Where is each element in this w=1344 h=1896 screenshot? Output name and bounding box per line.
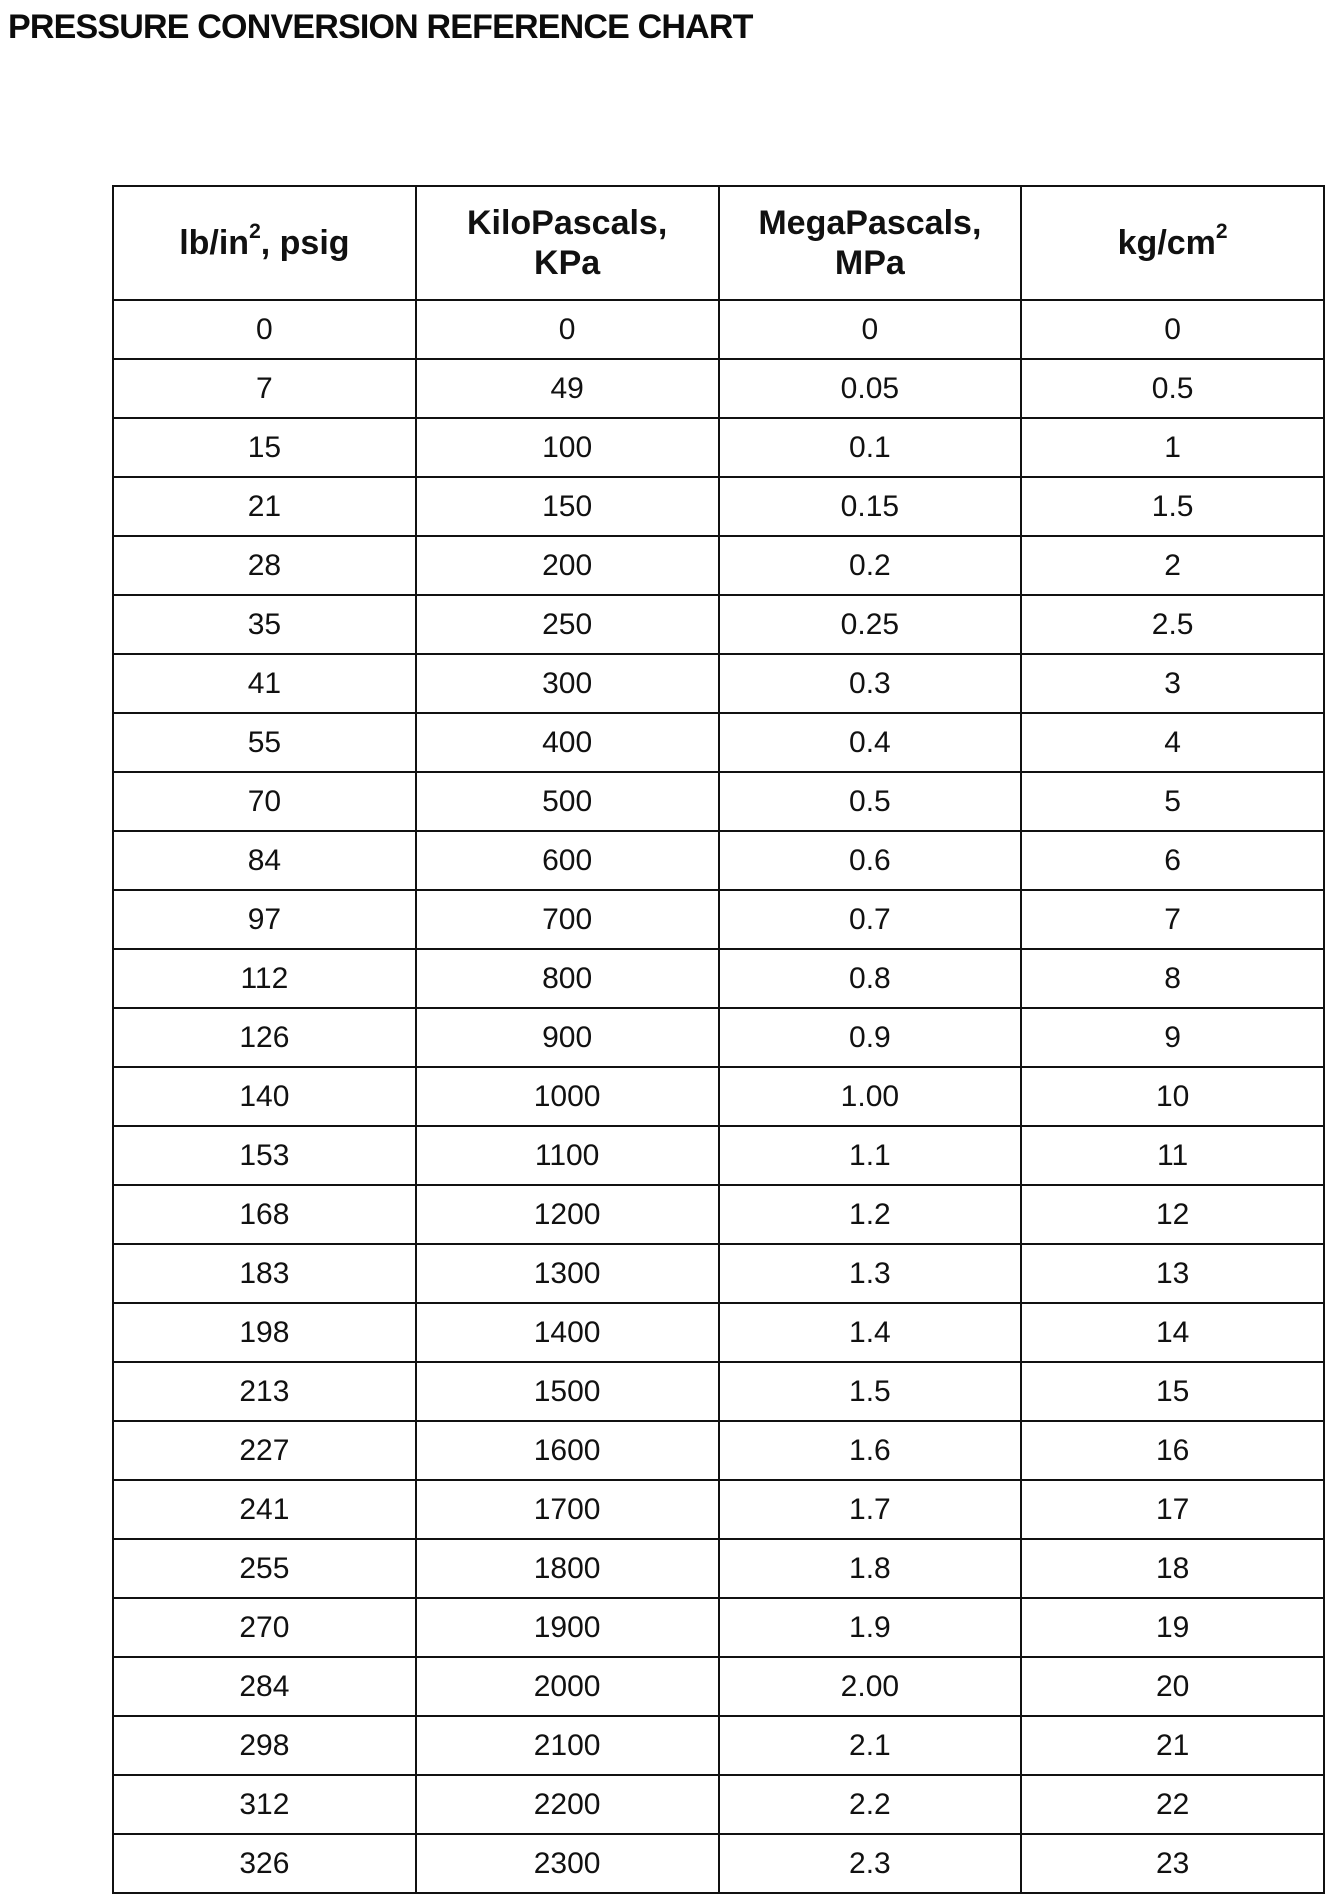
mpa-cell: 1.1	[719, 1126, 1022, 1185]
kpa-cell: 800	[416, 949, 719, 1008]
table-row	[113, 418, 1324, 477]
mpa-cell: 0.3	[719, 654, 1022, 713]
psig-cell: 35	[113, 595, 416, 654]
kg-per-cm2-cell: 3	[1021, 654, 1324, 713]
header-psig-superscript: 2	[249, 219, 261, 243]
table-row	[113, 1716, 1324, 1775]
mpa-cell: 0.8	[719, 949, 1022, 1008]
kg-per-cm2-cell: 4	[1021, 713, 1324, 772]
psig-cell: 28	[113, 536, 416, 595]
table-row	[113, 654, 1324, 713]
kpa-cell: 1600	[416, 1421, 719, 1480]
kg-per-cm2-cell: 0.5	[1021, 359, 1324, 418]
psig-cell: 55	[113, 713, 416, 772]
table-row	[113, 477, 1324, 536]
table-body	[113, 300, 1324, 1893]
header-megapascals-line1: MegaPascals,	[758, 204, 982, 242]
kg-per-cm2-cell: 19	[1021, 1598, 1324, 1657]
mpa-cell: 1.6	[719, 1421, 1022, 1480]
psig-cell: 168	[113, 1185, 416, 1244]
psig-cell: 213	[113, 1362, 416, 1421]
table-row	[113, 1126, 1324, 1185]
kg-per-cm2-cell: 14	[1021, 1303, 1324, 1362]
table-header	[113, 186, 1324, 300]
kg-per-cm2-cell: 9	[1021, 1008, 1324, 1067]
kg-per-cm2-cell: 22	[1021, 1775, 1324, 1834]
mpa-cell: 0.05	[719, 359, 1022, 418]
header-kg-per-cm2	[1021, 186, 1324, 300]
kg-per-cm2-cell: 18	[1021, 1539, 1324, 1598]
kg-per-cm2-cell: 1	[1021, 418, 1324, 477]
kpa-cell: 1100	[416, 1126, 719, 1185]
table-row	[113, 1067, 1324, 1126]
kg-per-cm2-cell: 2.5	[1021, 595, 1324, 654]
mpa-cell: 2.1	[719, 1716, 1022, 1775]
kpa-cell: 400	[416, 713, 719, 772]
psig-cell: 326	[113, 1834, 416, 1893]
kg-per-cm2-cell: 0	[1021, 300, 1324, 359]
table-row	[113, 1244, 1324, 1303]
header-kilopascals-line1: KiloPascals,	[466, 204, 668, 242]
header-psig-unit: lb/in	[179, 224, 250, 262]
header-psig-suffix: , psig	[260, 224, 350, 262]
table-row	[113, 713, 1324, 772]
table-row	[113, 890, 1324, 949]
kpa-cell: 1700	[416, 1480, 719, 1539]
header-psig	[113, 186, 416, 300]
table-row	[113, 1539, 1324, 1598]
mpa-cell: 1.5	[719, 1362, 1022, 1421]
psig-cell: 312	[113, 1775, 416, 1834]
mpa-cell: 1.4	[719, 1303, 1022, 1362]
mpa-cell: 0.7	[719, 890, 1022, 949]
table-row	[113, 1775, 1324, 1834]
kpa-cell: 1000	[416, 1067, 719, 1126]
kg-per-cm2-cell: 10	[1021, 1067, 1324, 1126]
kpa-cell: 2100	[416, 1716, 719, 1775]
mpa-cell: 1.8	[719, 1539, 1022, 1598]
mpa-cell: 1.9	[719, 1598, 1022, 1657]
kg-per-cm2-cell: 15	[1021, 1362, 1324, 1421]
table-row	[113, 1303, 1324, 1362]
table-row	[113, 772, 1324, 831]
kpa-cell: 2300	[416, 1834, 719, 1893]
header-kilopascals	[416, 186, 719, 300]
mpa-cell: 0.4	[719, 713, 1022, 772]
kpa-cell: 300	[416, 654, 719, 713]
mpa-cell: 0.9	[719, 1008, 1022, 1067]
table-row	[113, 359, 1324, 418]
kg-per-cm2-cell: 1.5	[1021, 477, 1324, 536]
psig-cell: 0	[113, 300, 416, 359]
kpa-cell: 2200	[416, 1775, 719, 1834]
psig-cell: 270	[113, 1598, 416, 1657]
header-row	[113, 186, 1324, 300]
kg-per-cm2-cell: 17	[1021, 1480, 1324, 1539]
kg-per-cm2-cell: 12	[1021, 1185, 1324, 1244]
table-row	[113, 300, 1324, 359]
kg-per-cm2-cell: 13	[1021, 1244, 1324, 1303]
kg-per-cm2-cell: 8	[1021, 949, 1324, 1008]
kpa-cell: 1900	[416, 1598, 719, 1657]
psig-cell: 84	[113, 831, 416, 890]
kg-per-cm2-cell: 7	[1021, 890, 1324, 949]
psig-cell: 183	[113, 1244, 416, 1303]
table-row	[113, 1480, 1324, 1539]
psig-cell: 21	[113, 477, 416, 536]
mpa-cell: 0.1	[719, 418, 1022, 477]
mpa-cell: 0.5	[719, 772, 1022, 831]
header-kg-per-cm2-superscript: 2	[1215, 219, 1228, 243]
psig-cell: 70	[113, 772, 416, 831]
table-row	[113, 1185, 1324, 1244]
psig-cell: 153	[113, 1126, 416, 1185]
psig-cell: 7	[113, 359, 416, 418]
psig-cell: 255	[113, 1539, 416, 1598]
kpa-cell: 700	[416, 890, 719, 949]
table-row	[113, 949, 1324, 1008]
psig-cell: 126	[113, 1008, 416, 1067]
kpa-cell: 1200	[416, 1185, 719, 1244]
psig-cell: 284	[113, 1657, 416, 1716]
kg-per-cm2-cell: 11	[1021, 1126, 1324, 1185]
mpa-cell: 2.3	[719, 1834, 1022, 1893]
page-title: PRESSURE CONVERSION REFERENCE CHART	[8, 8, 753, 46]
table-row	[113, 1362, 1324, 1421]
psig-cell: 41	[113, 654, 416, 713]
mpa-cell: 1.2	[719, 1185, 1022, 1244]
kpa-cell: 250	[416, 595, 719, 654]
kg-per-cm2-cell: 5	[1021, 772, 1324, 831]
psig-cell: 97	[113, 890, 416, 949]
mpa-cell: 1.00	[719, 1067, 1022, 1126]
psig-cell: 227	[113, 1421, 416, 1480]
psig-cell: 140	[113, 1067, 416, 1126]
kpa-cell: 1400	[416, 1303, 719, 1362]
mpa-cell: 0	[719, 300, 1022, 359]
header-megapascals	[719, 186, 1022, 300]
kpa-cell: 100	[416, 418, 719, 477]
psig-cell: 298	[113, 1716, 416, 1775]
mpa-cell: 0.25	[719, 595, 1022, 654]
kpa-cell: 150	[416, 477, 719, 536]
psig-cell: 241	[113, 1480, 416, 1539]
psig-cell: 198	[113, 1303, 416, 1362]
mpa-cell: 1.7	[719, 1480, 1022, 1539]
kg-per-cm2-cell: 6	[1021, 831, 1324, 890]
kpa-cell: 200	[416, 536, 719, 595]
mpa-cell: 1.3	[719, 1244, 1022, 1303]
kg-per-cm2-cell: 23	[1021, 1834, 1324, 1893]
table-row	[113, 1657, 1324, 1716]
kg-per-cm2-cell: 2	[1021, 536, 1324, 595]
table-row	[113, 595, 1324, 654]
mpa-cell: 2.2	[719, 1775, 1022, 1834]
psig-cell: 112	[113, 949, 416, 1008]
pressure-conversion-table	[112, 185, 1325, 1894]
mpa-cell: 0.6	[719, 831, 1022, 890]
mpa-cell: 2.00	[719, 1657, 1022, 1716]
header-megapascals-line2: MPa	[834, 244, 905, 282]
table-row	[113, 536, 1324, 595]
kpa-cell: 49	[416, 359, 719, 418]
kpa-cell: 1300	[416, 1244, 719, 1303]
kpa-cell: 2000	[416, 1657, 719, 1716]
kg-per-cm2-cell: 21	[1021, 1716, 1324, 1775]
table-row	[113, 831, 1324, 890]
kg-per-cm2-cell: 20	[1021, 1657, 1324, 1716]
kpa-cell: 1500	[416, 1362, 719, 1421]
mpa-cell: 0.15	[719, 477, 1022, 536]
kpa-cell: 1800	[416, 1539, 719, 1598]
kpa-cell: 500	[416, 772, 719, 831]
mpa-cell: 0.2	[719, 536, 1022, 595]
table-row	[113, 1598, 1324, 1657]
table-row	[113, 1834, 1324, 1893]
psig-cell: 15	[113, 418, 416, 477]
kpa-cell: 600	[416, 831, 719, 890]
header-kilopascals-line2: KPa	[534, 244, 601, 282]
kg-per-cm2-cell: 16	[1021, 1421, 1324, 1480]
header-kg-per-cm2-unit: kg/cm	[1117, 224, 1216, 262]
kpa-cell: 900	[416, 1008, 719, 1067]
table-row	[113, 1008, 1324, 1067]
kpa-cell: 0	[416, 300, 719, 359]
table-row	[113, 1421, 1324, 1480]
